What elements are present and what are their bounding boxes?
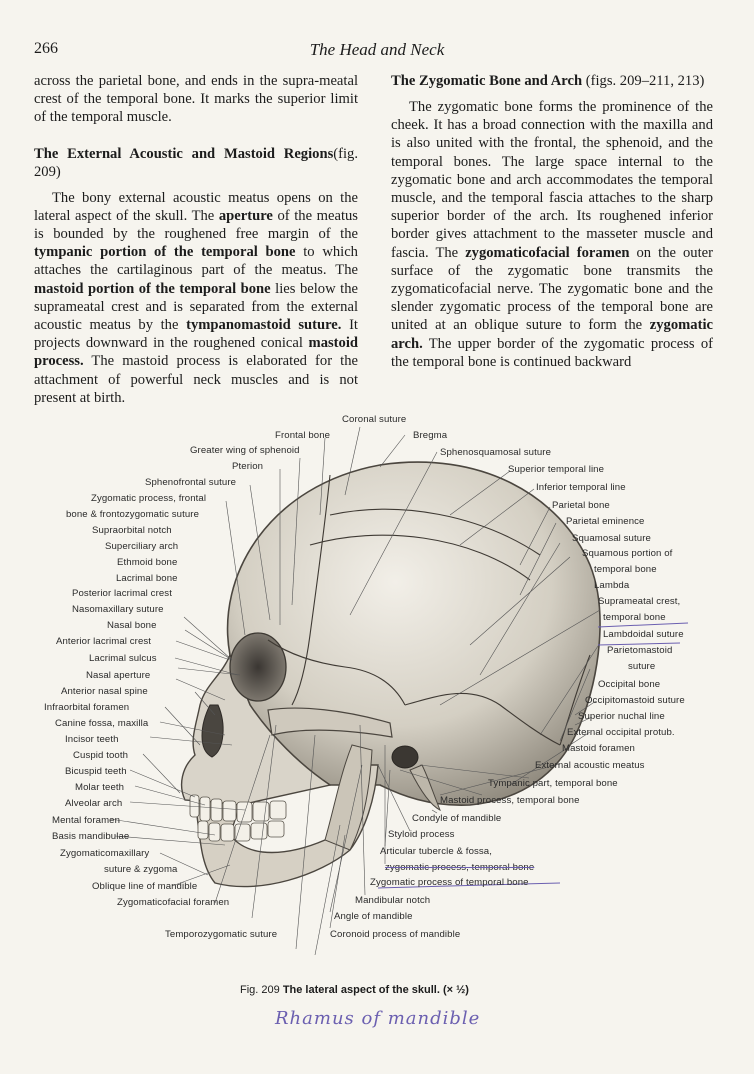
label-pterion: Pterion [232,461,264,472]
label-sphenofrontal: Sphenofrontal suture [145,477,237,488]
label-parietal-bone: Parietal bone [552,500,610,511]
label-temporozygomatic: Temporozygomatic suture [165,929,278,940]
page-number: 266 [34,40,58,57]
label-lacrimal-sulcus: Lacrimal sulcus [89,653,157,664]
label-inferior-temporal-line: Inferior temporal line [536,482,626,493]
figure-number: Fig. 209 [240,984,280,996]
right-column [391,72,713,371]
label-nasal-bone: Nasal bone [107,620,157,631]
orbit [230,633,286,701]
label-molar-teeth: Molar teeth [75,782,125,793]
label-suture: suture [628,661,656,672]
label-zygomaticomaxillary: Zygomaticomaxillary [60,848,150,859]
label-squamosal-suture: Squamosal suture [572,533,651,544]
label-occipitomastoid: Occipitomastoid suture [585,695,685,706]
section-heading-zygomatic: The Zygomatic Bone and Arch (figs. 209–211, 213) [391,73,705,89]
label-supraorbital-notch: Supraorbital notch [92,525,172,536]
label-coronal-suture: Coronal suture [342,414,407,425]
label-cuspid-tooth: Cuspid tooth [73,750,129,761]
label-greater-wing: Greater wing of sphenoid [190,445,300,456]
label-zygomatic-process-temporal-struck: zygomatic process, temporal bone [385,862,535,873]
label-parietomastoid: Parietomastoid [607,645,673,656]
label-mandibular-notch: Mandibular notch [355,895,431,906]
label-oblique-line: Oblique line of mandible [92,881,198,892]
label-condyle: Condyle of mandible [412,813,502,824]
figure-caption [240,984,469,996]
label-sphenosquamosal: Sphenosquamosal suture [440,447,552,458]
label-lambda: Lambda [594,580,630,591]
label-bregma: Bregma [413,430,448,441]
label-posterior-lacrimal-crest: Posterior lacrimal crest [72,588,172,599]
external-acoustic-meatus-shape [392,746,418,768]
label-mental-foramen: Mental foramen [52,815,121,826]
section-heading-acoustic: The External Acoustic and Mastoid Regions(fig. 209) [34,145,358,180]
running-title: The Head and Neck [309,40,445,59]
label-squamous-portion: Squamous portion of [582,548,673,559]
figure-caption-text: The lateral aspect of the skull. (× ½) [282,984,469,996]
page-header [34,40,720,62]
label-nasomaxillary-suture: Nasomaxillary suture [72,604,164,615]
label-tympanic-part: Tympanic part, temporal bone [488,778,618,789]
label-styloid-process: Styloid process [388,829,455,840]
label-frontal-bone: Frontal bone [275,430,331,441]
label-superior-temporal-line: Superior temporal line [508,464,605,475]
label-ethmoid-bone: Ethmoid bone [117,557,178,568]
label-parietal-eminence: Parietal eminence [566,516,645,527]
handwritten-note: Rhamus of mandible [275,1008,481,1029]
label-mastoid-foramen: Mastoid foramen [562,743,635,754]
label-nasal-aperture: Nasal aperture [86,670,151,681]
label-bicuspid-teeth: Bicuspid teeth [65,766,127,777]
label-coronoid-process: Coronoid process of mandible [330,929,461,940]
label-alveolar-arch: Alveolar arch [65,798,123,809]
label-canine-fossa: Canine fossa, maxilla [55,718,149,729]
label-basis-mandibulae: Basis mandibulae [52,831,130,842]
label-anterior-lacrimal-crest: Anterior lacrimal crest [56,636,152,647]
label-lambdoidal-suture: Lambdoidal suture [603,629,684,640]
label-superciliary-arch: Superciliary arch [105,541,179,552]
skull-figure [0,405,754,1005]
label-zygomaticofacial-foramen: Zygomaticofacial foramen [117,897,230,908]
label-articular-tubercle: Articular tubercle & fossa, [380,846,493,857]
acoustic-paragraph: The bony external acoustic meatus opens on the lateral aspect of the skull. The aperture of the meatus is bounded by the roughened free margin of the tympanic portion of the temporal bone to which attaches the cartilaginous part of the meatus. The mastoid portion of the temporal bone lies below the suprameatal crest and is separated from the external acoustic meatus by the tympanomastoid suture. It projects downward in the roughened conical mastoid process. The mastoid process is elaborated for the attachment of powerful neck muscles and is not present at birth. [34,189,358,406]
label-zygomatic-process-temporal: Zygomatic process of temporal bone [370,877,529,888]
label-suprameatal-crest: Suprameatal crest, [598,596,681,607]
label-angle-mandible: Angle of mandible [334,911,413,922]
left-column [34,72,358,407]
label-anterior-nasal-spine: Anterior nasal spine [61,686,148,697]
label-frontozygomatic: bone & frontozygomatic suture [66,509,200,520]
label-temporal-bone-1: temporal bone [594,564,657,575]
label-infraorbital-foramen: Infraorbital foramen [44,702,130,713]
zygomatic-paragraph: The zygomatic bone forms the prominence of the cheek. It has a broad connection with the maxilla and is also united with the frontal, the sphenoid, and the temporal bones. The large space internal to the zygomatic bone and arch accommodates the temporal muscle, and the temporal fascia attaches to the sharp superior border of the arch. Its roughened inferior border gives attachment to the masseter muscle and fascia. The zygomaticofacial foramen on the outer surface of the zygomatic bone transmits the zygomaticofacial nerve. The zygomatic bone and the slender zygomatic process of the temporal bone are united at an oblique suture to form the zygomatic arch. The upper border of the zygomatic process of the temporal bone is continued backward [391,99,713,370]
label-incisor-teeth: Incisor teeth [65,734,119,745]
label-zygomatic-process-frontal: Zygomatic process, frontal [91,493,207,504]
label-occipital-bone: Occipital bone [598,679,661,690]
continued-paragraph: across the parietal bone, and ends in the supra-meatal crest of the temporal bone. It marks the superior limit of the temporal muscle. [34,73,358,126]
label-external-acoustic-meatus: External acoustic meatus [535,760,645,771]
label-suture-zygoma: suture & zygoma [104,864,178,875]
label-lacrimal-bone: Lacrimal bone [116,573,178,584]
label-temporal-bone-2: temporal bone [603,612,666,623]
label-external-occipital: External occipital protub. [567,727,675,738]
label-superior-nuchal-line: Superior nuchal line [578,711,665,722]
label-mastoid-process: Mastoid process, temporal bone [440,795,580,806]
